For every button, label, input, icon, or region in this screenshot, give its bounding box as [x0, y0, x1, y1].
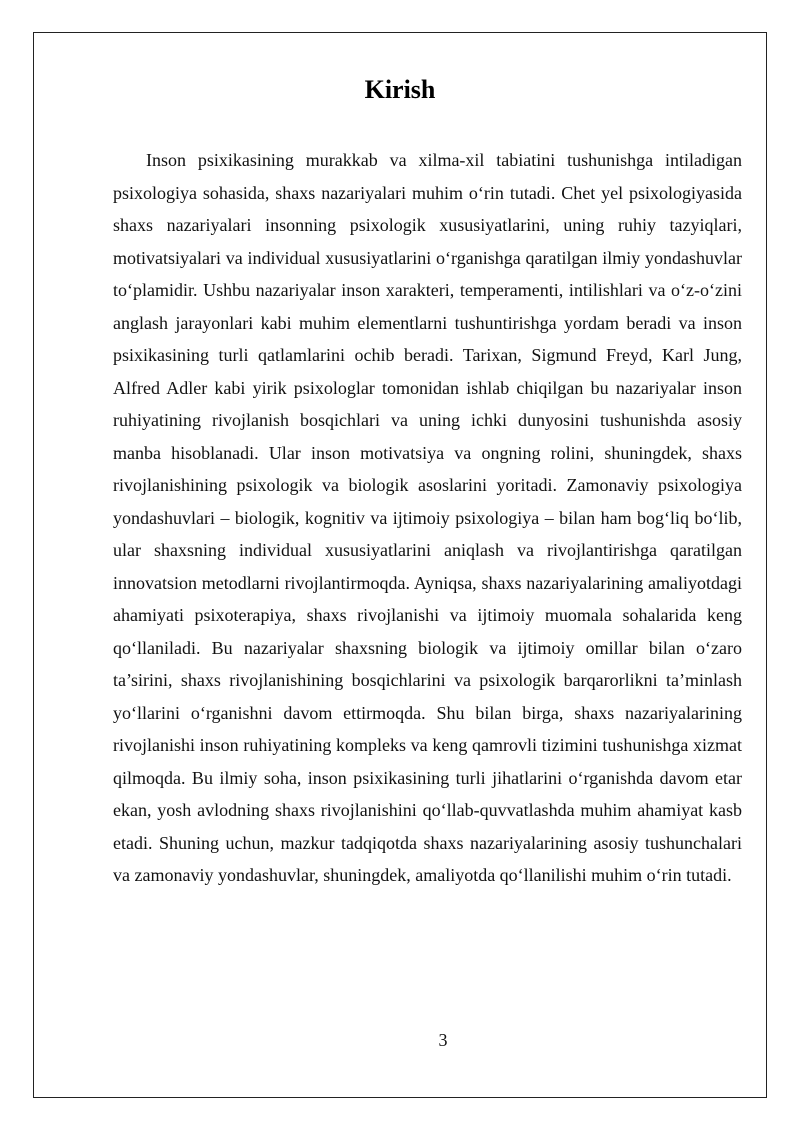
- body-paragraph: Inson psixikasining murakkab va xilma-xil tabiatini tushunishga intiladigan psixologiya sohasida, shaxs nazariyalari muhim o‘rin tutadi. Chet yel psixologiyasida shaxs nazariyalari insonning psixologik xususiyatlarini, uning ruhiy tazyiqlari, motivatsiyalari va individual xususiyatlarini o‘rganishga qaratilgan ilmiy yondashuvlar to‘plamidir. Ushbu nazariyalar inson xarakteri, temperamenti, intilishlari va o‘z-o‘zini anglash jarayonlari kabi muhim elementlarni tushuntirishga yordam beradi va inson psixikasining turli qatlamlarini ochib beradi. Tarixan, Sigmund Freyd, Karl Jung, Alfred Adler kabi yirik psixologlar tomonidan ishlab chiqilgan bu nazariyalar inson ruhiyatining rivojlanish bosqichlari va uning ichki dunyosini tushunishda asosiy manba hisoblanadi. Ular inson motivatsiya va ongning rolini, shuningdek, shaxs rivojlanishining psixologik va biologik asoslarini yoritadi. Zamonaviy psixologiya yondashuvlari – biologik, kognitiv va ijtimoiy psixologiya – bilan ham bog‘liq bo‘lib, ular shaxsning individual xususiyatlarini aniqlash va rivojlantirishga qaratilgan innovatsion metodlarni rivojlantirmoqda. Ayniqsa, shaxs nazariyalarining amaliyotdagi ahamiyati psixoterapiya, shaxs rivojlanishi va ijtimoiy muomala sohalarida keng qo‘llaniladi. Bu nazariyalar shaxsning biologik va ijtimoiy omillar bilan o‘zaro ta’sirini, shaxs rivojlanishining bosqichlarini va psixologik barqarorlikni ta’minlash yo‘llarini o‘rganishni davom ettirmoqda. Shu bilan birga, shaxs nazariyalarining rivojlanishi inson ruhiyatining kompleks va keng qamrovli tizimini tushunishga xizmat qilmoqda. Bu ilmiy soha, inson psixikasining turli jihatlarini o‘rganishda davom etar ekan, yosh avlodning shaxs rivojlanishini qo‘llab-quvvatlashda muhim ahamiyat kasb etadi. Shuning uchun, mazkur tadqiqotda shaxs nazariyalarining asosiy tushunchalari va zamonaviy yondashuvlar, shuningdek, amaliyotda qo‘llanilishi muhim o‘rin tutadi.: [113, 150, 742, 885]
- page-title: Kirish: [364, 75, 436, 104]
- page-number: 3: [438, 1030, 448, 1050]
